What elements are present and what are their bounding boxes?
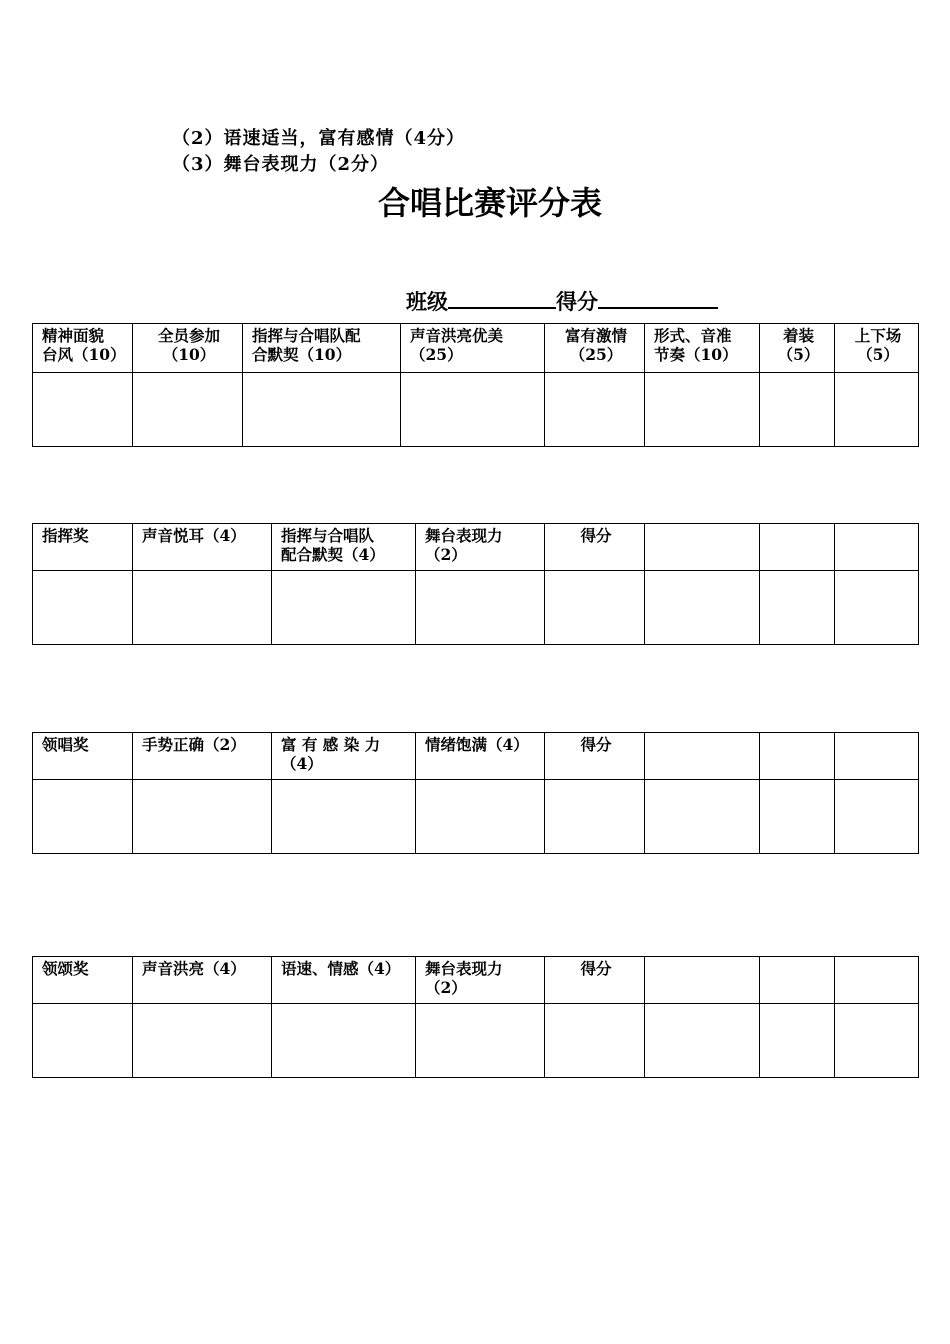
- criterion-stage-presence: 舞台表现力 （2）: [416, 957, 545, 1004]
- score-cell[interactable]: [545, 373, 645, 447]
- header-stage-entry: 上下场 （5）: [835, 324, 919, 373]
- page-title: 合唱比赛评分表: [377, 184, 602, 222]
- header-spirit: 精神面貌 台风（10）: [33, 324, 133, 373]
- criterion-voice-pleasant: 声音悦耳（4）: [133, 524, 272, 571]
- header-passion: 富有激情 （25）: [545, 324, 645, 373]
- score-cell[interactable]: [133, 571, 272, 645]
- score-cell[interactable]: [133, 1004, 272, 1078]
- conductor-award-label: 指挥奖: [33, 524, 133, 571]
- score-cell[interactable]: [545, 1004, 645, 1078]
- header-voice: 声音洪亮优美 （25）: [401, 324, 545, 373]
- empty-cell: [760, 733, 835, 780]
- score-cell[interactable]: [760, 1004, 835, 1078]
- lead-singer-award-label: 领唱奖: [33, 733, 133, 780]
- score-cell[interactable]: [645, 373, 760, 447]
- score-cell[interactable]: [133, 373, 243, 447]
- empty-cell: [645, 733, 760, 780]
- main-score-row: [33, 373, 919, 447]
- class-score-line: [406, 285, 718, 316]
- intro-line-1: （2）语速适当，富有感情（4分）: [172, 128, 466, 149]
- criterion-gesture: 手势正确（2）: [133, 733, 272, 780]
- score-cell[interactable]: [645, 780, 760, 854]
- score-cell[interactable]: [272, 780, 416, 854]
- score-cell[interactable]: [272, 1004, 416, 1078]
- score-cell[interactable]: [760, 780, 835, 854]
- score-cell[interactable]: [835, 571, 919, 645]
- conductor-award-table: [32, 523, 919, 645]
- header-conductor-coordination: 指挥与合唱队配 合默契（10）: [243, 324, 401, 373]
- criterion-coordination: 指挥与合唱队 配合默契（4）: [272, 524, 416, 571]
- lead-reciter-award-table: [32, 956, 919, 1078]
- score-cell[interactable]: [133, 780, 272, 854]
- lead-singer-score-label: 得分: [545, 733, 645, 780]
- score-cell[interactable]: [33, 373, 133, 447]
- lead-reciter-header-row: [33, 957, 919, 1004]
- empty-cell: [835, 524, 919, 571]
- score-cell[interactable]: [545, 571, 645, 645]
- empty-cell: [835, 733, 919, 780]
- main-header-row: [33, 324, 919, 373]
- lead-reciter-award-label: 领颂奖: [33, 957, 133, 1004]
- header-form-pitch: 形式、音准 节奏（10）: [645, 324, 760, 373]
- conductor-header-row: [33, 524, 919, 571]
- score-cell[interactable]: [760, 373, 835, 447]
- lead-reciter-score-row: [33, 1004, 919, 1078]
- conductor-score-label: 得分: [545, 524, 645, 571]
- criterion-loud-voice: 声音洪亮（4）: [133, 957, 272, 1004]
- score-cell[interactable]: [401, 373, 545, 447]
- header-participation: 全员参加 （10）: [133, 324, 243, 373]
- header-attire: 着装 （5）: [760, 324, 835, 373]
- score-cell[interactable]: [835, 780, 919, 854]
- main-score-table: [32, 323, 919, 447]
- score-cell[interactable]: [416, 571, 545, 645]
- criterion-appeal: 富 有 感 染 力 （4）: [272, 733, 416, 780]
- score-cell[interactable]: [545, 780, 645, 854]
- empty-cell: [760, 957, 835, 1004]
- score-cell[interactable]: [760, 571, 835, 645]
- intro-line-2: （3）舞台表现力（2分）: [172, 154, 390, 175]
- score-cell[interactable]: [33, 780, 133, 854]
- lead-singer-header-row: [33, 733, 919, 780]
- score-cell[interactable]: [272, 571, 416, 645]
- class-blank: [448, 285, 556, 309]
- score-cell[interactable]: [416, 780, 545, 854]
- score-blank: [598, 285, 718, 309]
- lead-singer-score-row: [33, 780, 919, 854]
- criterion-stage-presence: 舞台表现力 （2）: [416, 524, 545, 571]
- score-cell[interactable]: [835, 373, 919, 447]
- score-cell[interactable]: [243, 373, 401, 447]
- score-cell[interactable]: [33, 1004, 133, 1078]
- criterion-emotion: 情绪饱满（4）: [416, 733, 545, 780]
- empty-cell: [760, 524, 835, 571]
- empty-cell: [835, 957, 919, 1004]
- empty-cell: [645, 957, 760, 1004]
- criterion-pace-emotion: 语速、情感（4）: [272, 957, 416, 1004]
- class-label: 班级: [406, 289, 448, 314]
- conductor-score-row: [33, 571, 919, 645]
- score-label: 得分: [556, 289, 598, 314]
- score-cell[interactable]: [645, 1004, 760, 1078]
- lead-reciter-score-label: 得分: [545, 957, 645, 1004]
- score-cell[interactable]: [416, 1004, 545, 1078]
- score-cell[interactable]: [645, 571, 760, 645]
- score-cell[interactable]: [835, 1004, 919, 1078]
- score-cell[interactable]: [33, 571, 133, 645]
- empty-cell: [645, 524, 760, 571]
- lead-singer-award-table: [32, 732, 919, 854]
